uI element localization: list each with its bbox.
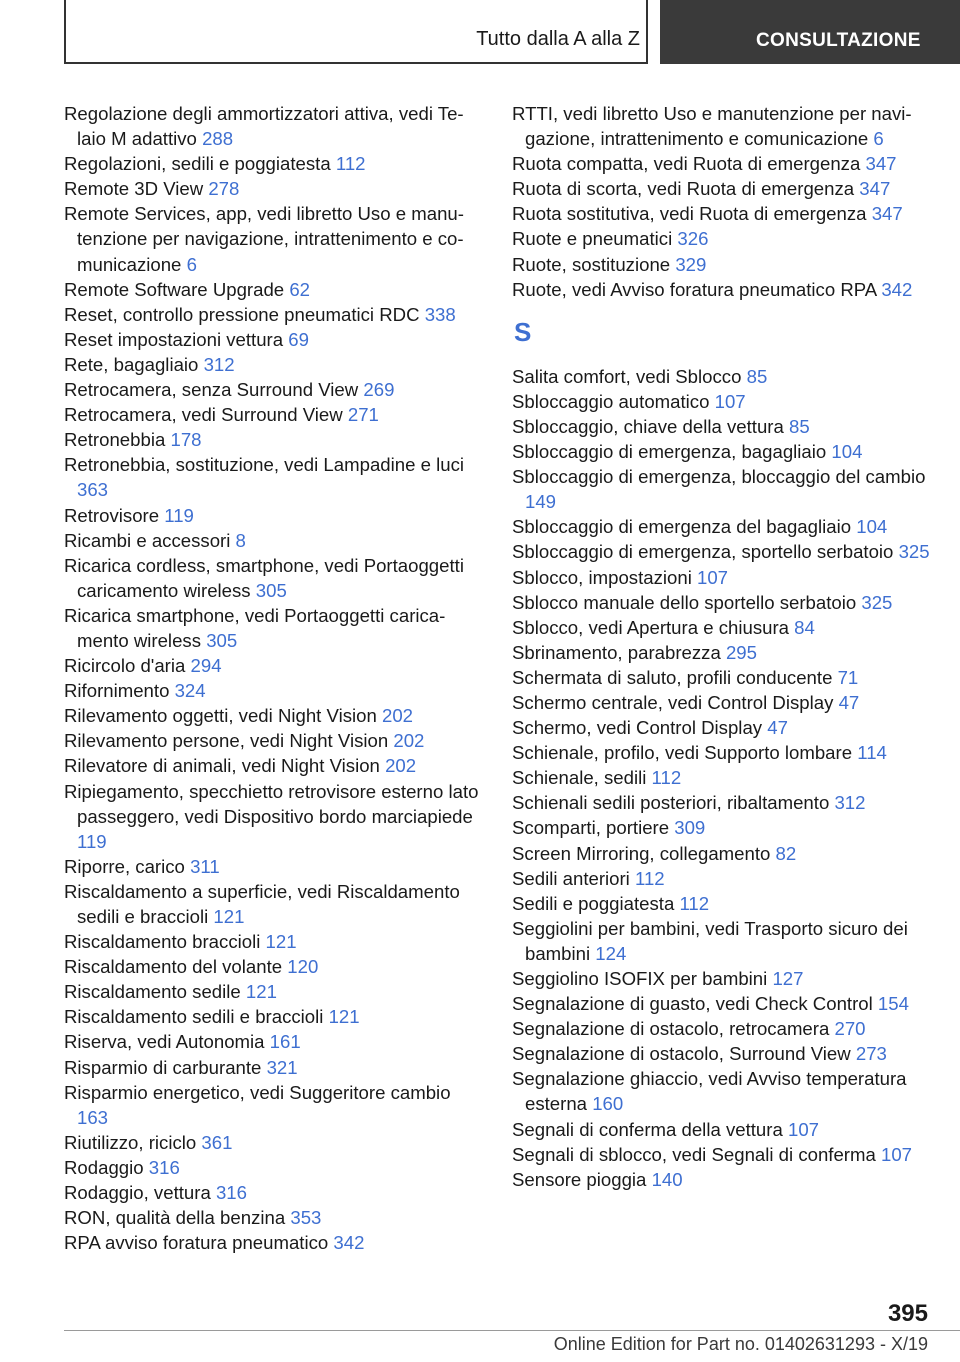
index-entry [64,176,482,201]
page-reference-link[interactable]: 324 [174,680,206,702]
entry-term: Segnalazione di guasto, vedi Check Control [512,993,873,1015]
page-reference-link[interactable]: 107 [881,1143,913,1165]
index-entry [64,503,482,528]
index-entry [64,402,482,427]
entry-term: Retrocamera, vedi Surround View [64,404,343,426]
entry-term: Riserva, vedi Autonomia [64,1031,265,1053]
index-entry [512,665,932,690]
page-reference-link[interactable]: 120 [287,956,319,978]
entry-term: Sblocco manuale dello sportello serbatoio [512,591,857,613]
entry-term: Retrovisore [64,504,160,526]
page-reference-link[interactable]: 104 [856,516,888,538]
entry-term: Sbloccaggio di emergenza, bagagliaio [512,441,827,463]
index-entry [64,854,482,879]
page-reference-link[interactable]: 325 [861,591,893,613]
page-reference-link[interactable]: 273 [855,1043,887,1065]
page-reference-link[interactable]: 312 [834,792,866,814]
page-reference-link[interactable]: 321 [266,1056,298,1078]
page-reference-link[interactable]: 140 [651,1168,683,1190]
index-entry [512,1066,932,1116]
page-reference-link[interactable]: 62 [289,278,310,300]
page-reference-link[interactable]: 347 [859,178,891,200]
entry-term: Ruote e pneumatici [512,228,673,250]
entry-term: Riscaldamento del volante [64,956,283,978]
index-entry [64,377,482,402]
page-reference-link[interactable]: 342 [333,1232,365,1254]
index-entry [64,452,482,502]
index-entry [64,1080,482,1130]
entry-term: Ricambi e accessori [64,529,231,551]
page-reference-link[interactable]: 160 [592,1093,624,1115]
index-entry [64,1004,482,1029]
letter-heading: S [514,316,532,347]
entry-term: Sblocco, impostazioni [512,566,692,588]
index-entry [64,979,482,1004]
entry-term: Riutilizzo, riciclo [64,1131,197,1153]
page-reference-link[interactable]: 347 [865,153,897,175]
index-entry [512,539,932,564]
entry-term: Sedili anteriori [512,867,630,889]
index-group-r [512,101,932,302]
page-reference-link[interactable]: 325 [898,541,930,563]
page-reference-link[interactable]: 8 [235,529,246,551]
entry-term: Scomparti, portiere [512,817,670,839]
index-entry [64,779,482,854]
index-entry [512,151,932,176]
entry-term: Riscaldamento sedile [64,981,241,1003]
entry-term: Sbloccaggio di emergenza, sportello serbatoio [512,541,894,563]
entry-term: Sbloccaggio automatico [512,390,710,412]
index-entry [512,841,932,866]
index-entry [64,352,482,377]
entry-term: Riscaldamento sedili e braccioli [64,1006,324,1028]
entry-term: Salita comfort, vedi Sblocco [512,365,742,387]
entry-term: Regolazione degli ammortizzatori attiva, vedi Telaio M adattivo [64,103,464,150]
entry-term: Riporre, carico [64,855,185,877]
page-reference-link[interactable]: 326 [677,228,709,250]
entry-term: Rilevatore di animali, vedi Night Vision [64,755,380,777]
page-reference-link[interactable]: 71 [837,666,859,688]
page-reference-link[interactable]: 69 [288,328,309,350]
page-reference-link[interactable]: 6 [873,128,884,150]
page-reference-link[interactable]: 363 [77,479,109,501]
index-entry [512,101,932,151]
index-entry [64,1230,482,1255]
index-column-right [512,101,932,1192]
index-entry [64,201,482,276]
page-reference-link[interactable]: 316 [215,1182,247,1204]
page-reference-link[interactable]: 47 [838,691,860,713]
entry-term: Remote Services, app, vedi libretto Uso e manutenzione per navigazione, intrattenimento e comunicazione [64,203,464,275]
entry-term: Sbrinamento, parabrezza [512,641,721,663]
index-entry [64,1029,482,1054]
index-entry [512,514,932,539]
page-reference-link[interactable]: 124 [595,942,627,964]
entry-term: Sensore pioggia [512,1168,647,1190]
entry-term: Seggiolino ISOFIX per bambini [512,968,768,989]
entry-term: Reset, controllo pressione pneumatici RDC [64,303,420,325]
page-reference-link[interactable]: 107 [787,1118,820,1140]
page-reference-link[interactable]: 154 [877,993,909,1015]
page-reference-link[interactable]: 107 [697,566,729,588]
entry-term: Regolazioni, sedili e poggiatesta [64,153,331,175]
entry-term: Reset impostazioni vettura [64,328,284,350]
footer-divider [64,1330,960,1331]
index-entry [64,553,482,603]
entry-term: Schienali sedili posteriori, ribaltamento [512,792,830,814]
index-entry [64,151,482,176]
page-reference-link[interactable]: 361 [201,1131,233,1153]
index-entry [512,176,932,201]
index-entry [512,715,932,740]
index-entry [64,1155,482,1180]
page-reference-link[interactable]: 288 [202,128,234,150]
index-entry [512,916,932,966]
entry-term: Retronebbia, sostituzione, vedi Lampadine e luci [64,454,465,476]
entry-term: Ripiegamento, specchietto retrovisore esterno lato passeggero, vedi Dispositivo bordo marciapiede [64,780,479,827]
index-entry [64,1205,482,1230]
entry-term: Screen Mirroring, collegamento [512,842,771,864]
index-entry [512,815,932,840]
index-entry [512,364,932,389]
entry-term: Schermo centrale, vedi Control Display [512,691,834,713]
index-entry [512,1041,932,1066]
page-reference-link[interactable]: 85 [789,415,810,437]
index-entry [512,690,932,715]
index-entry [512,640,932,665]
entry-term: Sbloccaggio di emergenza del bagagliaio [512,516,852,538]
index-entry [64,929,482,954]
index-entry [512,201,932,226]
index-group-s [512,364,932,1192]
entry-term: Remote Software Upgrade [64,278,285,300]
index-entry [512,389,932,414]
entry-term: Schermata di saluto, profili conducente [512,666,833,688]
index-entry [64,277,482,302]
entry-term: Remote 3D View [64,178,204,200]
index-entry [64,653,482,678]
page-reference-link[interactable]: 278 [208,178,240,200]
index-entry [64,1055,482,1080]
index-entry [64,327,482,352]
page-reference-link[interactable]: 270 [834,1018,866,1040]
entry-term: Segnalazione ghiaccio, vedi Avviso temperatura esterna [512,1068,907,1115]
page-reference-link[interactable]: 178 [170,429,202,451]
entry-term: RPA avviso foratura pneumatico [64,1232,329,1254]
page-reference-link[interactable]: 112 [335,153,366,175]
entry-term: Riscaldamento a superficie, vedi Riscaldamento sedili e braccioli [64,880,460,927]
page-reference-link[interactable]: 338 [424,303,456,325]
index-entry [512,866,932,891]
index-entry [512,1117,932,1142]
section-title: Tutto dalla A alla Z [476,28,640,50]
entry-term: Sedili e poggiatesta [512,892,675,914]
index-entry [512,226,932,251]
entry-term: Segnali di conferma della vettura [512,1118,783,1140]
footer-edition: Online Edition for Part no. 01402631293 - X/19 [553,1334,928,1354]
entry-term: Risparmio di carburante [64,1056,262,1078]
entry-term: Ricircolo d'aria [64,655,186,677]
page-reference-link[interactable]: 163 [77,1106,109,1128]
entry-term: Schienale, sedili [512,767,647,789]
page-reference-link[interactable]: 85 [746,365,768,387]
page-reference-link[interactable]: 112 [679,892,710,914]
index-entry [64,1130,482,1155]
page-reference-link[interactable]: 309 [674,817,706,839]
page-reference-link[interactable]: 47 [767,717,788,739]
index-entry [512,615,932,640]
page-reference-link[interactable]: 127 [772,968,804,989]
page-reference-link[interactable]: 316 [148,1156,180,1178]
page-reference-link[interactable]: 112 [635,867,665,889]
entry-term: Sbloccaggio, chiave della vettura [512,415,784,437]
entry-term: Riscaldamento braccioli [64,931,261,953]
page-reference-link[interactable]: 202 [382,705,414,727]
page-reference-link[interactable]: 6 [186,253,197,275]
page-reference-link[interactable]: 342 [881,278,913,300]
index-entry [512,590,932,615]
entry-term: Segnalazione di ostacolo, retrocamera [512,1018,830,1040]
index-entry [512,1016,932,1041]
page-reference-link[interactable]: 202 [385,755,417,777]
entry-term: Segnali di sblocco, vedi Segnali di conferma [512,1143,876,1165]
page-reference-link[interactable]: 121 [328,1006,360,1028]
entry-term: Ruote, sostituzione [512,253,671,275]
page-reference-link[interactable]: 104 [831,441,863,463]
index-entry [64,603,482,653]
index-entry [512,991,932,1016]
index-entry [512,565,932,590]
page-reference-link[interactable]: 305 [255,579,287,601]
page-reference-link[interactable]: 112 [651,767,682,789]
index-entry [512,252,932,277]
chapter-tab: CONSULTAZIONE [660,0,960,64]
index-entry [64,879,482,929]
page-reference-link[interactable]: 119 [77,830,107,852]
index-entry [64,678,482,703]
entry-term: Sblocco, vedi Apertura e chiusura [512,616,789,638]
page-reference-link[interactable]: 107 [714,390,746,412]
index-entry [64,528,482,553]
index-entry [64,753,482,778]
page-reference-link[interactable]: 114 [857,742,887,764]
entry-term: Rete, bagagliaio [64,353,199,375]
page-reference-link[interactable]: 82 [775,842,797,864]
page-reference-link[interactable]: 353 [290,1207,322,1229]
page-reference-link[interactable]: 294 [190,655,222,677]
entry-term: RTTI, vedi libretto Uso e manutenzione per navigazione, intrattenimento e comunicazione [512,103,912,150]
entry-term: Schermo, vedi Control Display [512,717,763,739]
entry-term: Rilevamento persone, vedi Night Vision [64,730,389,752]
entry-term: Rodaggio [64,1156,144,1178]
page-reference-link[interactable]: 311 [190,855,220,877]
index-entry [512,765,932,790]
index-entry [512,966,932,991]
page-reference-link[interactable]: 202 [393,730,425,752]
index-entry [64,954,482,979]
page-reference-link[interactable]: 295 [725,641,757,663]
index-entry [512,891,932,916]
entry-term: Ruota compatta, vedi Ruota di emergenza [512,153,861,175]
index-entry [512,740,932,765]
entry-term: Segnalazione di ostacolo, Surround View [512,1043,851,1065]
entry-term: Risparmio energetico, vedi Suggeritore cambio [64,1081,451,1103]
page-reference-link[interactable]: 329 [675,253,707,275]
index-column-left [64,101,482,1255]
page-reference-link[interactable]: 149 [525,491,557,513]
index-entry [64,302,482,327]
entry-term: Seggiolini per bambini, vedi Trasporto sicuro dei bambini [512,917,908,964]
index-entry [64,1180,482,1205]
index-entry [64,101,482,151]
page-reference-link[interactable]: 312 [203,353,235,375]
page-number: 395 [887,1300,928,1327]
index-entry [64,728,482,753]
entry-term: Retrocamera, senza Surround View [64,379,359,401]
entry-term: Rilevamento oggetti, vedi Night Vision [64,705,377,727]
index-entry [512,414,932,439]
page-reference-link[interactable]: 161 [269,1031,301,1053]
index-entry [512,464,932,514]
page-reference-link[interactable]: 305 [206,629,238,651]
page-reference-link[interactable]: 121 [245,981,277,1003]
entry-term: Rifornimento [64,680,170,702]
page-reference-link[interactable]: 119 [164,504,194,526]
page-reference-link[interactable]: 347 [871,203,903,225]
page-reference-link[interactable]: 269 [363,379,395,401]
index-entry [512,277,932,302]
entry-term: Ruota di scorta, vedi Ruota di emergenza [512,178,855,200]
page-reference-link[interactable]: 121 [213,906,245,927]
entry-term: Ricarica cordless, smartphone, vedi Portaoggetti caricamento wireless [64,554,464,601]
index-entry [512,1167,932,1192]
page-reference-link[interactable]: 271 [347,404,379,426]
index-entry [512,790,932,815]
entry-term: RON, qualità della benzina [64,1207,286,1229]
entry-term: Sbloccaggio di emergenza, bloccaggio del cambio [512,466,926,488]
index-entry [64,703,482,728]
page-reference-link[interactable]: 84 [794,616,815,638]
entry-term: Retronebbia [64,429,166,451]
index-entry [64,427,482,452]
entry-term: Ricarica smartphone, vedi Portaoggetti caricamento wireless [64,604,446,651]
entry-term: Ruota sostitutiva, vedi Ruota di emergenza [512,203,867,225]
page-reference-link[interactable]: 121 [265,931,297,953]
index-entry [512,439,932,464]
entry-term: Schienale, profilo, vedi Supporto lombare [512,742,853,764]
entry-term: Ruote, vedi Avviso foratura pneumatico RPA [512,278,877,300]
entry-term: Rodaggio, vettura [64,1182,211,1204]
index-entry [512,1142,932,1167]
